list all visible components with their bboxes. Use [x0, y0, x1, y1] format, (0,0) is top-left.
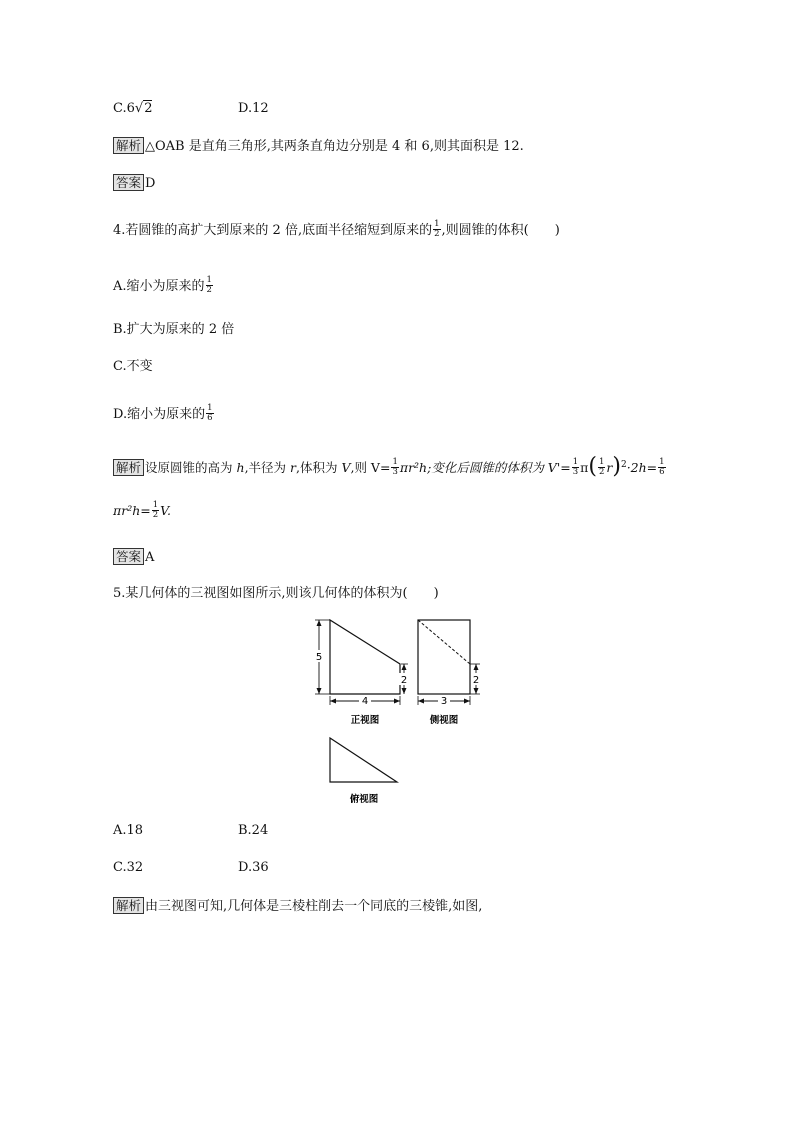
side-view — [418, 620, 481, 726]
q4-analysis-line2 — [113, 502, 171, 521]
q5-option-a: A.18 — [113, 823, 144, 838]
fraction — [206, 404, 213, 423]
q4-answer — [113, 548, 154, 566]
analysis-tag: 解析 — [113, 137, 144, 154]
sqrt-symbol: √2 — [134, 101, 153, 116]
q5-option-b: B.24 — [238, 823, 269, 838]
q3-option-c-text: C.6 — [113, 101, 135, 116]
q3-answer-value: D — [145, 176, 156, 191]
q5-analysis — [113, 897, 482, 915]
dim-label-2b: 2 — [472, 675, 480, 686]
q3-option-c-radicand: 2 — [144, 101, 153, 116]
dim-label-3: 3 — [440, 696, 448, 707]
top-view-triangle — [330, 738, 397, 782]
fraction — [658, 458, 665, 477]
analysis-tag: 解析 — [113, 897, 144, 914]
arrow-head — [394, 699, 400, 704]
three-view-figure — [300, 612, 490, 812]
q4-analysis-text: 设原圆锥的高为 — [145, 460, 237, 475]
fraction — [433, 220, 440, 239]
q4-analysis-text: πr²h;变化后圆锥的体积为 V'= — [399, 460, 571, 475]
front-view-label: 正视图 — [350, 715, 380, 726]
dim-label-5: 5 — [315, 652, 323, 663]
q4-option-b: B.扩大为原来的 2 倍 — [113, 322, 235, 337]
q3-option-c — [113, 101, 152, 117]
q4-analysis-text: π — [580, 460, 589, 475]
fraction-num: 1 — [598, 457, 605, 467]
arrow-head — [317, 688, 322, 694]
q5-option-c: C.32 — [113, 860, 144, 875]
dim-label-2a: 2 — [400, 675, 408, 686]
exponent: 2 — [620, 459, 627, 470]
fraction — [391, 458, 398, 477]
answer-tag: 答案 — [113, 174, 144, 191]
q3-analysis — [113, 137, 524, 155]
fraction-num: 1 — [392, 457, 398, 467]
fraction — [152, 501, 159, 520]
fraction — [206, 276, 213, 295]
q4-option-d-text: D.缩小为原来的 — [113, 407, 206, 422]
q4-analysis-text: ·2h= — [626, 460, 658, 475]
var-r: r — [606, 460, 613, 475]
q4-option-d — [113, 405, 215, 424]
q4-answer-value: A — [145, 550, 155, 565]
q3-option-d: D.12 — [238, 101, 269, 116]
q4-analysis-line1 — [113, 453, 667, 479]
var-h: h — [236, 460, 245, 475]
q5-stem: 5.某几何体的三视图如图所示,则该几何体的体积为( ) — [113, 586, 439, 601]
left-paren: ( — [588, 453, 597, 479]
q5-option-d: D.36 — [238, 860, 269, 875]
q4-stem-text-a: 4.若圆锥的高扩大到原来的 2 倍,底面半径缩短到原来的 — [113, 223, 433, 238]
fraction-num: 1 — [659, 457, 665, 467]
fraction-den: 2 — [206, 285, 212, 295]
q4-analysis-text: ,半径为 — [244, 460, 291, 475]
arrow-head — [418, 699, 424, 704]
q4-analysis-text: ,体积为 — [296, 460, 342, 475]
fraction-den: 2 — [152, 510, 159, 520]
top-view-label: 俯视图 — [349, 794, 379, 805]
q4-stem — [113, 221, 560, 240]
arrow-head — [474, 664, 479, 670]
q3-analysis-text: △OAB 是直角三角形,其两条直角边分别是 4 和 6,则其面积是 12. — [145, 139, 524, 154]
fraction-num: 1 — [434, 219, 440, 229]
top-view — [330, 738, 397, 805]
fraction-den: 2 — [434, 229, 440, 239]
var-v: V — [341, 460, 351, 475]
fraction-num: 1 — [207, 403, 213, 413]
q4-analysis-text: ,则 V= — [350, 460, 391, 475]
fraction — [572, 458, 579, 477]
arrow-head — [330, 699, 336, 704]
dim-label-4: 4 — [361, 696, 369, 707]
fraction-num: 1 — [206, 275, 212, 285]
fraction-num: 1 — [152, 500, 159, 510]
q4-analysis-text: V. — [160, 503, 171, 518]
side-view-hidden-edge — [418, 620, 470, 664]
front-view-trapezoid — [330, 620, 400, 694]
q4-option-a — [113, 277, 214, 296]
arrow-head — [402, 688, 407, 694]
var-r: r — [290, 460, 296, 475]
arrow-head — [317, 620, 322, 626]
q4-option-c: C.不变 — [113, 359, 153, 374]
analysis-tag: 解析 — [113, 459, 144, 476]
three-view-diagram — [300, 612, 490, 812]
fraction-den: 2 — [598, 467, 605, 477]
fraction — [598, 458, 605, 477]
q4-analysis-text: πr²h= — [113, 503, 151, 518]
fraction-den: 3 — [572, 467, 579, 477]
arrow-head — [474, 688, 479, 694]
q4-stem-text-b: ,则圆锥的体积( ) — [441, 223, 560, 238]
front-view — [314, 620, 409, 726]
fraction-den: 3 — [392, 467, 398, 477]
answer-tag: 答案 — [113, 548, 144, 565]
side-view-label: 侧视图 — [429, 715, 459, 726]
fraction-den: 6 — [207, 413, 213, 423]
q3-answer — [113, 174, 155, 192]
arrow-head — [402, 664, 407, 670]
right-paren: ) — [612, 453, 621, 479]
q5-analysis-text: 由三视图可知,几何体是三棱柱削去一个同底的三棱锥,如图, — [145, 899, 483, 914]
fraction-num: 1 — [572, 457, 579, 467]
arrow-head — [464, 699, 470, 704]
q4-option-a-text: A.缩小为原来的 — [113, 279, 205, 294]
fraction-den: 6 — [659, 467, 665, 477]
